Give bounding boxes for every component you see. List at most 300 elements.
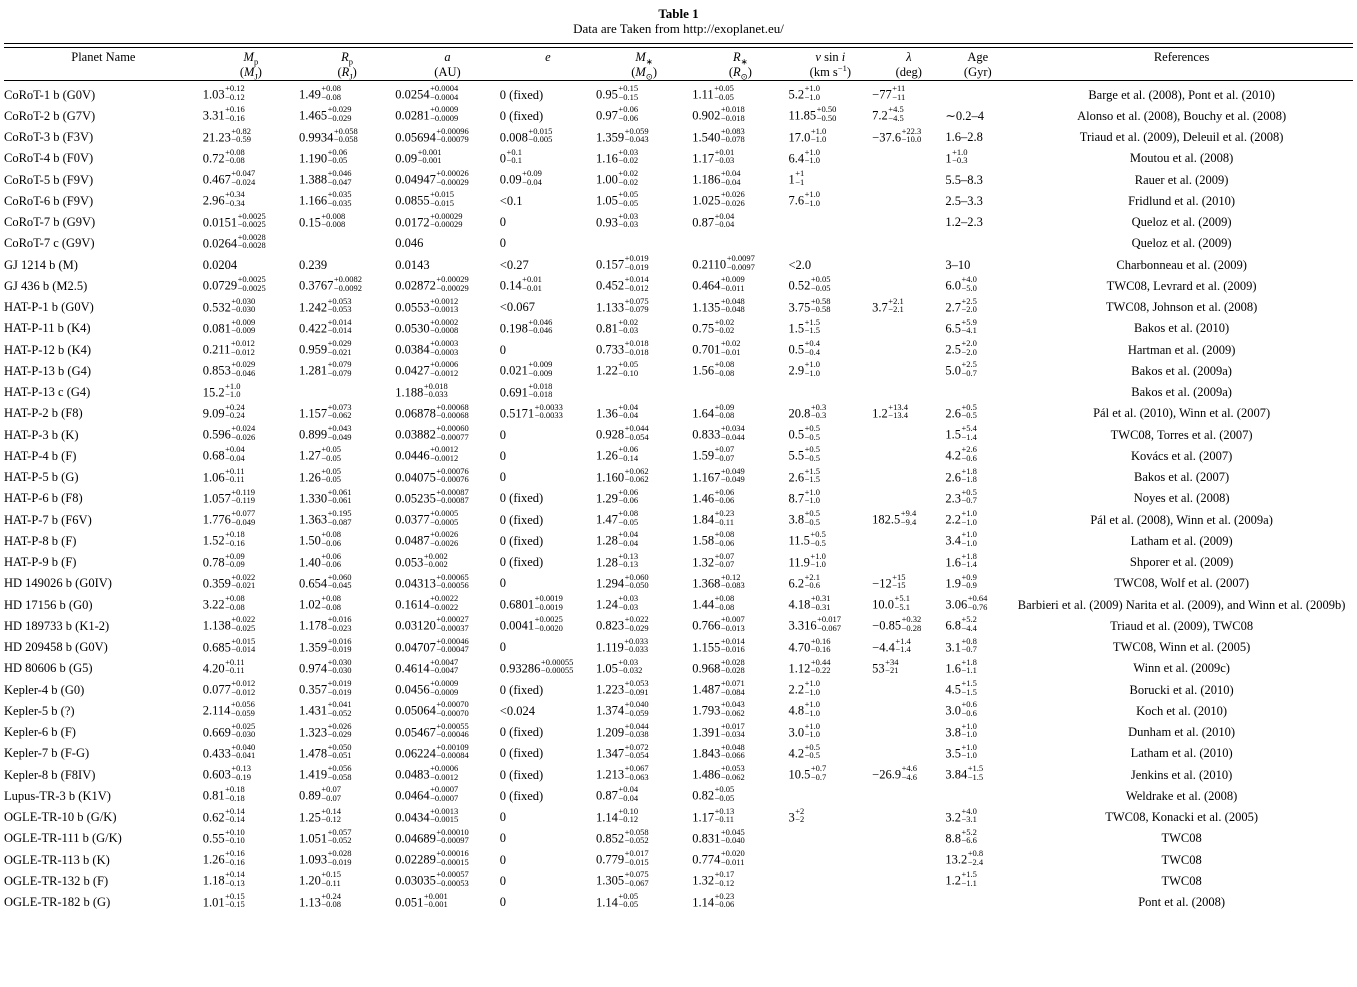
uncertainty: +0.058 −0.058 — [333, 125, 358, 144]
cell-v: 1.5 +1.5 −1.5 — [788, 316, 821, 336]
uncertainty: +1.0 −1.0 — [804, 189, 821, 208]
cell-ms: 1.133 +0.075 −0.079 — [596, 295, 649, 315]
uncertainty: +0.00029 −0.00029 — [436, 274, 469, 293]
cell-e: <0.27 — [499, 257, 529, 272]
cell-references: Bakos et al. (2009a) — [1131, 363, 1232, 378]
cell-references: Bakos et al. (2010) — [1134, 321, 1230, 336]
cell-lam — [872, 445, 945, 466]
uncertainty: +0.11 −0.11 — [225, 465, 245, 484]
uncertainty: +0.016 −0.019 — [327, 635, 352, 654]
uncertainty: +0.044 −0.054 — [624, 423, 649, 442]
exoplanet-data-table — [4, 43, 1353, 913]
cell-ms: 0.452 +0.014 −0.012 — [596, 274, 649, 293]
cell-rs: 1.46 +0.06 −0.06 — [692, 486, 735, 506]
uncertainty: +0.01 −0.01 — [522, 274, 542, 293]
uncertainty: +0.0006 −0.0012 — [430, 359, 459, 378]
uncertainty: +34 −21 — [885, 656, 899, 676]
cell-v: 11.9 +1.0 −1.0 — [788, 550, 826, 570]
cell-mp: 2.114 +0.056 −0.059 — [202, 699, 255, 718]
cell-mp: 0.0204 — [202, 257, 238, 272]
cell-ms: 1.22 +0.05 −0.10 — [596, 359, 639, 378]
cell-lam — [872, 254, 945, 275]
uncertainty: +0.014 −0.014 — [327, 316, 352, 336]
cell-ms: 0.823 +0.022 −0.029 — [596, 614, 649, 633]
cell-rp: 1.49 +0.08 −0.08 — [298, 83, 342, 102]
cell-planet-name: CoRoT-3 b (F3V) — [4, 130, 94, 145]
uncertainty: +5.1 −5.1 — [894, 593, 910, 612]
cell-ms: 1.26 +0.06 −0.14 — [596, 444, 639, 463]
uncertainty: +0.050 −0.051 — [327, 741, 352, 761]
uncertainty: +0.022 −0.029 — [624, 614, 649, 633]
cell-references: Koch et al. (2010) — [1136, 703, 1228, 718]
cell-ms: 1.36 +0.04 −0.04 — [596, 401, 639, 421]
uncertainty: +0.00010 −0.00097 — [436, 826, 469, 846]
cell-rs: 0.82 +0.05 −0.05 — [692, 784, 735, 803]
cell-ms: 1.47 +0.08 −0.05 — [596, 508, 639, 527]
uncertainty: +0.5 −0.5 — [961, 401, 977, 421]
cell-planet-name: HAT-P-11 b (K4) — [4, 321, 91, 336]
cell-a: 0.1614 +0.0022 −0.0022 — [395, 593, 459, 612]
cell-mp: 1.06 +0.11 −0.11 — [202, 465, 245, 485]
cell-mp: 4.20 +0.11 −0.11 — [202, 656, 245, 676]
cell-lam: −26.9 +4.6 −4.6 — [872, 763, 918, 782]
cell-a: 0.4614 +0.0047 −0.0047 — [395, 656, 459, 676]
cell-e: 0.09 +0.09 −0.04 — [499, 168, 542, 187]
table-row — [4, 509, 1353, 530]
cell-references: Queloz et al. (2009) — [1131, 215, 1232, 230]
cell-rp: 1.359 +0.016 −0.019 — [298, 635, 352, 655]
unit-mstar: $(M_⊙)$ — [631, 65, 658, 82]
cell-ms: 1.160 +0.062 −0.062 — [596, 465, 649, 485]
cell-rp: 0.357 +0.019 −0.019 — [298, 678, 352, 697]
cell-age: 1.6 +1.8 −1.4 — [945, 550, 977, 570]
cell-a: 0.0377 +0.0005 −0.0005 — [395, 508, 459, 527]
uncertainty: +0.0013 −0.0015 — [430, 805, 459, 824]
unit-rstar: $(R_⊙)$ — [728, 65, 752, 82]
cell-rp: 1.02 +0.08 −0.08 — [298, 593, 342, 612]
uncertainty: +1.0 −1.0 — [961, 529, 977, 548]
table-row — [4, 382, 1353, 403]
cell-mp: 21.23 +0.82 −0.59 — [202, 125, 252, 145]
cell-rs: 0.87 +0.04 −0.04 — [692, 210, 735, 230]
uncertainty: +0.24 −0.24 — [225, 401, 245, 421]
col-rstar: $R_∗$ — [733, 50, 748, 67]
cell-references: Latham et al. (2009) — [1130, 533, 1233, 548]
cell-e: 0 — [499, 576, 507, 591]
uncertainty: +0.0007 −0.0007 — [430, 784, 459, 803]
cell-a: 0.0553 +0.0012 −0.0013 — [395, 295, 459, 315]
cell-a: 0.03120 +0.00027 −0.00037 — [395, 614, 469, 633]
cell-planet-name: CoRoT-7 c (G9V) — [4, 236, 95, 251]
uncertainty: +0.02 −0.02 — [618, 168, 639, 187]
cell-v — [789, 382, 873, 403]
uncertainty: +0.05 −0.05 — [810, 274, 831, 293]
table-row — [4, 84, 1353, 105]
uncertainty: +0.026 −0.026 — [720, 189, 745, 208]
cell-rp: 0.3767 +0.0082 −0.0092 — [298, 274, 363, 293]
cell-rp: 0.15 +0.008 −0.008 — [298, 210, 346, 230]
table-row — [4, 892, 1353, 913]
uncertainty: +0.8 −0.7 — [961, 635, 977, 654]
uncertainty: +0.08 −0.08 — [321, 83, 342, 102]
uncertainty: +0.0082 −0.0092 — [333, 274, 363, 293]
uncertainty: +0.04 −0.04 — [618, 784, 639, 803]
uncertainty: +1.0 −1.0 — [961, 508, 977, 527]
table-row — [4, 573, 1353, 594]
uncertainty: +0.0012 −0.0013 — [430, 295, 459, 314]
uncertainty: +0.06 −0.06 — [618, 104, 639, 123]
cell-references: Charbonneau et al. (2009) — [1116, 257, 1247, 272]
cell-references: TWC08 — [1161, 873, 1202, 888]
cell-age: 3.2 +4.0 −3.1 — [945, 805, 977, 825]
cell-age: 6.8 +5.2 −4.4 — [945, 614, 977, 633]
uncertainty: +0.09 −0.04 — [522, 168, 542, 187]
cell-mp: 3.22 +0.08 −0.08 — [202, 593, 245, 612]
uncertainty: +0.16 −0.16 — [810, 635, 831, 654]
uncertainty: +0.14 −0.12 — [321, 805, 342, 824]
table-row — [4, 807, 1353, 828]
uncertainty: +0.01 −0.03 — [714, 146, 735, 166]
uncertainty: +0.4 −0.4 — [804, 338, 821, 357]
uncertainty: +0.017 −0.034 — [720, 720, 745, 739]
cell-mp: 1.138 +0.022 −0.025 — [202, 614, 256, 633]
uncertainty: +0.00060 −0.00077 — [436, 423, 469, 442]
cell-lam — [872, 360, 945, 381]
cell-planet-name: HD 209458 b (G0V) — [4, 640, 108, 655]
cell-lam — [872, 679, 945, 700]
uncertainty: +1.0 −0.3 — [952, 146, 968, 166]
cell-rp: 1.093 +0.028 −0.019 — [298, 848, 352, 867]
cell-mp: 1.01 +0.15 −0.15 — [202, 890, 245, 910]
uncertainty: +0.06 −0.06 — [321, 550, 342, 569]
uncertainty: +0.50 −0.50 — [816, 104, 837, 123]
cell-lam — [872, 382, 945, 403]
table-row — [4, 360, 1353, 381]
cell-a: 0.09 +0.001 −0.001 — [395, 146, 442, 166]
uncertainty: +1.0 −1.0 — [804, 83, 821, 102]
cell-ms: 1.374 +0.040 −0.059 — [596, 699, 649, 718]
table-number: Table 1 — [658, 6, 699, 21]
cell-v: 1 +1 −1 — [788, 168, 805, 187]
cell-age: 1.5 +5.4 −1.4 — [945, 423, 977, 442]
uncertainty: +0.11 −0.11 — [225, 656, 245, 676]
cell-a: 0.0530 +0.0002 −0.0008 — [395, 316, 459, 336]
uncertainty: +2.1 −2.1 — [888, 295, 904, 314]
table-row — [4, 297, 1353, 318]
col-a: a — [444, 50, 451, 64]
cell-lam: 1.2 +13.4 −13.4 — [872, 401, 908, 421]
uncertainty: +0.0047 −0.0047 — [430, 656, 459, 676]
cell-lam: −0.85 +0.32 −0.28 — [872, 614, 922, 633]
cell-a: 0.046 — [395, 236, 424, 251]
cell-ms: 1.16 +0.03 −0.02 — [596, 146, 639, 166]
cell-references: Kovács et al. (2007) — [1130, 448, 1233, 463]
cell-lam: −12 +15 −15 — [872, 571, 906, 591]
cell-age — [945, 84, 1010, 105]
uncertainty: +0.075 −0.079 — [624, 295, 649, 314]
cell-e: 0 — [499, 810, 507, 825]
uncertainty: +0.5 −0.7 — [961, 486, 977, 506]
cell-e: 0.14 +0.01 −0.01 — [499, 274, 542, 293]
cell-ms: 0.852 +0.058 −0.052 — [596, 826, 649, 846]
cell-references: Bakos et al. (2007) — [1134, 470, 1230, 485]
cell-planet-name: CoRoT-5 b (F9V) — [4, 172, 94, 187]
cell-planet-name: Kepler-6 b (F) — [4, 725, 76, 740]
cell-v: <2.0 — [788, 257, 812, 272]
cell-references: Jenkins et al. (2010) — [1130, 767, 1233, 782]
cell-ms: 0.733 +0.018 −0.018 — [596, 338, 649, 357]
cell-v: 7.6 +1.0 −1.0 — [788, 189, 821, 208]
cell-references: Latham et al. (2010) — [1130, 746, 1233, 761]
cell-a: 0.0855 +0.015 −0.015 — [395, 189, 454, 208]
table-row — [4, 658, 1353, 679]
uncertainty: +0.18 −0.16 — [225, 529, 245, 548]
uncertainty: +0.08 −0.05 — [618, 508, 639, 527]
uncertainty: +0.03 −0.03 — [618, 210, 639, 229]
cell-e: <0.067 — [499, 300, 535, 315]
cell-rs — [692, 382, 788, 403]
uncertainty: +0.06 −0.14 — [618, 444, 639, 463]
table-row — [4, 339, 1353, 360]
cell-references: Pál et al. (2008), Winn et al. (2009a) — [1090, 512, 1273, 527]
cell-mp: 0.685 +0.015 −0.014 — [202, 635, 256, 655]
uncertainty: +0.043 −0.062 — [720, 699, 745, 718]
uncertainty: +0.046 −0.046 — [528, 316, 553, 336]
cell-a: 0.03035 +0.00057 −0.00053 — [395, 869, 469, 888]
cell-lam — [872, 275, 945, 296]
uncertainty: +0.09 −0.08 — [714, 401, 735, 421]
uncertainty: +0.028 −0.019 — [327, 848, 352, 867]
cell-rs: 1.84 +0.23 −0.11 — [692, 508, 735, 527]
cell-rs: 1.64 +0.09 −0.08 — [692, 401, 735, 421]
cell-references: TWC08, Konacki et al. (2005) — [1105, 810, 1258, 825]
table-caption — [0, 6, 1357, 37]
uncertainty: +0.03 −0.02 — [618, 146, 639, 166]
uncertainty: +4.5 −4.5 — [888, 104, 904, 123]
cell-mp: 0.532 +0.030 −0.030 — [202, 295, 256, 315]
table-row — [4, 700, 1353, 721]
cell-references: Barge et al. (2008), Pont et al. (2010) — [1088, 87, 1275, 102]
table-row — [4, 764, 1353, 785]
cell-a: 0.02289 +0.00016 −0.00015 — [395, 848, 469, 867]
cell-e: 0 — [499, 852, 507, 867]
cell-lam — [872, 722, 945, 743]
cell-age: 3.4 +1.0 −1.0 — [945, 529, 977, 548]
cell-planet-name: Lupus-TR-3 b (K1V) — [4, 788, 111, 803]
uncertainty: +0.017 −0.067 — [817, 614, 842, 633]
cell-rs — [692, 233, 788, 254]
uncertainty: +9.4 −9.4 — [900, 508, 917, 527]
table-row — [4, 849, 1353, 870]
cell-ms: 1.14 +0.10 −0.12 — [596, 805, 639, 825]
cell-references: TWC08, Torres et al. (2007) — [1110, 427, 1253, 442]
cell-lam — [872, 318, 945, 339]
cell-ms: 0.87 +0.04 −0.04 — [596, 784, 639, 803]
cell-rs: 0.833 +0.034 −0.044 — [692, 423, 745, 442]
uncertainty: +0.14 −0.14 — [225, 805, 245, 824]
cell-v: 17.0 +1.0 −1.0 — [788, 125, 827, 145]
uncertainty: +0.58 −0.58 — [810, 295, 831, 314]
table-row — [4, 190, 1353, 211]
uncertainty: +0.5 −0.5 — [810, 529, 826, 548]
cell-planet-name: OGLE-TR-113 b (K) — [4, 852, 110, 867]
cell-rp: 1.178 +0.016 −0.023 — [298, 614, 352, 633]
unit-a: (AU) — [434, 65, 461, 79]
table-row — [4, 105, 1353, 126]
uncertainty: +0.14 −0.13 — [225, 869, 245, 888]
uncertainty: +1.0 −1.0 — [961, 741, 977, 761]
cell-e: 0 (fixed) — [499, 512, 544, 527]
table-row — [4, 127, 1353, 148]
cell-mp: 0.596 +0.024 −0.026 — [202, 423, 256, 442]
uncertainty: +0.020 −0.011 — [720, 848, 745, 867]
uncertainty: +0.23 −0.06 — [714, 890, 735, 909]
uncertainty: +0.001 −0.001 — [423, 890, 448, 909]
uncertainty: +0.04 −0.04 — [618, 529, 639, 548]
cell-age: 3–10 — [945, 257, 971, 272]
cell-ms: 1.14 +0.05 −0.05 — [596, 890, 639, 910]
uncertainty: +0.046 −0.047 — [327, 168, 352, 187]
cell-lam — [872, 148, 945, 169]
cell-lam — [872, 467, 945, 488]
cell-v: 5.2 +1.0 −1.0 — [788, 83, 821, 102]
cell-rp: 0.974 +0.030 −0.030 — [298, 656, 352, 676]
uncertainty: +1.5 −1.1 — [961, 869, 977, 888]
cell-e: 0.5171 +0.0033 −0.0033 — [499, 401, 563, 421]
uncertainty: +0.019 −0.019 — [327, 678, 352, 697]
cell-v — [789, 212, 873, 233]
uncertainty: +0.195 −0.087 — [327, 508, 352, 527]
uncertainty: +0.014 −0.012 — [624, 274, 649, 293]
uncertainty: +2.5 −2.0 — [961, 295, 977, 314]
unit-age: (Gyr) — [963, 65, 992, 79]
cell-references: TWC08 — [1161, 852, 1202, 867]
cell-rs: 1.843 +0.048 −0.066 — [692, 741, 745, 761]
uncertainty: +0.34 −0.34 — [225, 189, 245, 208]
cell-rs: 0.2110 +0.0097 −0.0097 — [692, 253, 755, 272]
uncertainty: +0.04 −0.04 — [225, 444, 245, 463]
cell-mp: 0.72 +0.08 −0.08 — [202, 146, 245, 166]
uncertainty: +0.82 −0.59 — [231, 125, 252, 144]
cell-rs: 0.831 +0.045 −0.040 — [692, 826, 745, 846]
uncertainty: +0.32 −0.28 — [901, 614, 922, 633]
uncertainty: +0.12 −0.12 — [225, 83, 245, 102]
cell-a: 0.06224 +0.00109 −0.00084 — [395, 741, 469, 761]
uncertainty: +5.9 −4.1 — [961, 316, 977, 336]
cell-age: 1.9 +0.9 −0.9 — [945, 571, 977, 591]
cell-v: 4.2 +0.5 −0.5 — [788, 741, 821, 761]
uncertainty: +1.0 −1.0 — [804, 486, 821, 506]
uncertainty: +0.024 −0.026 — [231, 423, 256, 442]
cell-rp: 1.051 +0.057 −0.052 — [298, 826, 352, 846]
uncertainty: +0.060 −0.050 — [624, 571, 649, 591]
uncertainty: +0.057 −0.052 — [327, 826, 352, 846]
cell-age: 4.5 +1.5 −1.5 — [945, 678, 977, 697]
cell-rs: 1.155 +0.014 −0.016 — [692, 635, 745, 655]
cell-ms: 1.28 +0.04 −0.04 — [596, 529, 639, 548]
uncertainty: +0.18 −0.18 — [225, 784, 245, 803]
cell-a: 0.06878 +0.00068 −0.00068 — [395, 401, 469, 421]
uncertainty: +0.019 −0.019 — [624, 253, 649, 272]
cell-rs: 1.56 +0.08 −0.08 — [692, 359, 735, 378]
uncertainty: +0.12 −0.083 — [720, 571, 745, 591]
cell-references: Hartman et al. (2009) — [1127, 342, 1236, 357]
cell-planet-name: Kepler-5 b (?) — [4, 703, 75, 718]
cell-references: Bakos et al. (2009a) — [1131, 385, 1232, 400]
uncertainty: +0.00055 −0.00055 — [540, 656, 574, 676]
uncertainty: +2.6 −0.6 — [961, 444, 977, 463]
cell-v: 11.5 +0.5 −0.5 — [788, 529, 826, 548]
table-row — [4, 169, 1353, 190]
cell-age: 2.3 +0.5 −0.7 — [945, 486, 977, 506]
uncertainty: +0.1 −0.1 — [506, 146, 522, 166]
cell-v: 11.85 +0.50 −0.50 — [788, 104, 837, 123]
uncertainty: +0.0022 −0.0022 — [430, 593, 459, 612]
uncertainty: +0.083 −0.078 — [720, 125, 745, 144]
uncertainty: +0.31 −0.31 — [810, 593, 831, 612]
cell-age: 2.7 +2.5 −2.0 — [945, 295, 977, 315]
col-lambda: λ — [906, 50, 912, 64]
uncertainty: +1.5 −1.5 — [967, 763, 984, 782]
col-age: Age — [967, 50, 989, 64]
cell-ms: 1.223 +0.053 −0.091 — [596, 678, 649, 697]
uncertainty: +0.0097 −0.0097 — [726, 253, 755, 272]
cell-ms: 1.05 +0.05 −0.05 — [596, 189, 639, 208]
uncertainty: +0.64 −0.76 — [967, 593, 988, 612]
cell-lam — [872, 828, 945, 849]
cell-mp: 0.077 +0.012 −0.012 — [202, 678, 256, 697]
cell-references: TWC08, Wolf et al. (2007) — [1114, 576, 1250, 591]
cell-planet-name: HAT-P-1 b (G0V) — [4, 300, 94, 315]
uncertainty: +1 −1 — [795, 168, 805, 187]
cell-rp: 1.20 +0.15 −0.11 — [298, 869, 342, 888]
cell-planet-name: HAT-P-4 b (F) — [4, 448, 77, 463]
cell-v — [789, 892, 873, 913]
cell-v: 0.52 +0.05 −0.05 — [788, 274, 831, 293]
cell-v: 4.18 +0.31 −0.31 — [788, 593, 831, 612]
cell-e: 0 (fixed) — [499, 746, 544, 761]
uncertainty: +0.053 −0.062 — [720, 763, 745, 782]
unit-references — [1010, 65, 1353, 81]
uncertainty: +0.075 −0.067 — [624, 869, 649, 888]
cell-v: 1.12 +0.44 −0.22 — [788, 656, 831, 676]
cell-age: 13.2 +0.8 −2.4 — [945, 848, 984, 867]
cell-a: 0.051 +0.001 −0.001 — [395, 890, 448, 910]
cell-ms: 0.81 +0.02 −0.03 — [596, 316, 639, 336]
uncertainty: +0.23 −0.11 — [714, 508, 735, 527]
cell-lam: 182.5 +9.4 −9.4 — [872, 508, 917, 527]
cell-lam — [872, 700, 945, 721]
cell-lam — [872, 339, 945, 360]
cell-mp: 0.359 +0.022 −0.021 — [202, 571, 256, 591]
uncertainty: +0.049 −0.049 — [720, 465, 745, 484]
uncertainty: +0.060 −0.045 — [327, 571, 352, 591]
cell-references: Barbieri et al. (2009) Narita et al. (2009), and Winn et al. (2009b) — [1017, 597, 1346, 612]
cell-a: 0.0384 +0.0003 −0.0003 — [395, 338, 459, 357]
uncertainty: +0.0006 −0.0012 — [430, 763, 459, 782]
uncertainty: +0.00027 −0.00037 — [436, 614, 469, 633]
table-row — [4, 424, 1353, 445]
cell-rp: 1.431 +0.041 −0.052 — [298, 699, 352, 718]
uncertainty: +0.0025 −0.0020 — [534, 614, 563, 633]
cell-lam: −77 +11 −11 — [872, 83, 906, 102]
cell-v: 2.6 +1.5 −1.5 — [788, 465, 821, 485]
col-vsini: v sin i — [815, 50, 846, 64]
cell-v: 4.8 +1.0 −1.0 — [788, 699, 821, 718]
cell-v: 6.2 +2.1 −0.6 — [788, 571, 821, 591]
cell-references: Triaud et al. (2009), TWC08 — [1110, 618, 1254, 633]
table-row — [4, 403, 1353, 424]
